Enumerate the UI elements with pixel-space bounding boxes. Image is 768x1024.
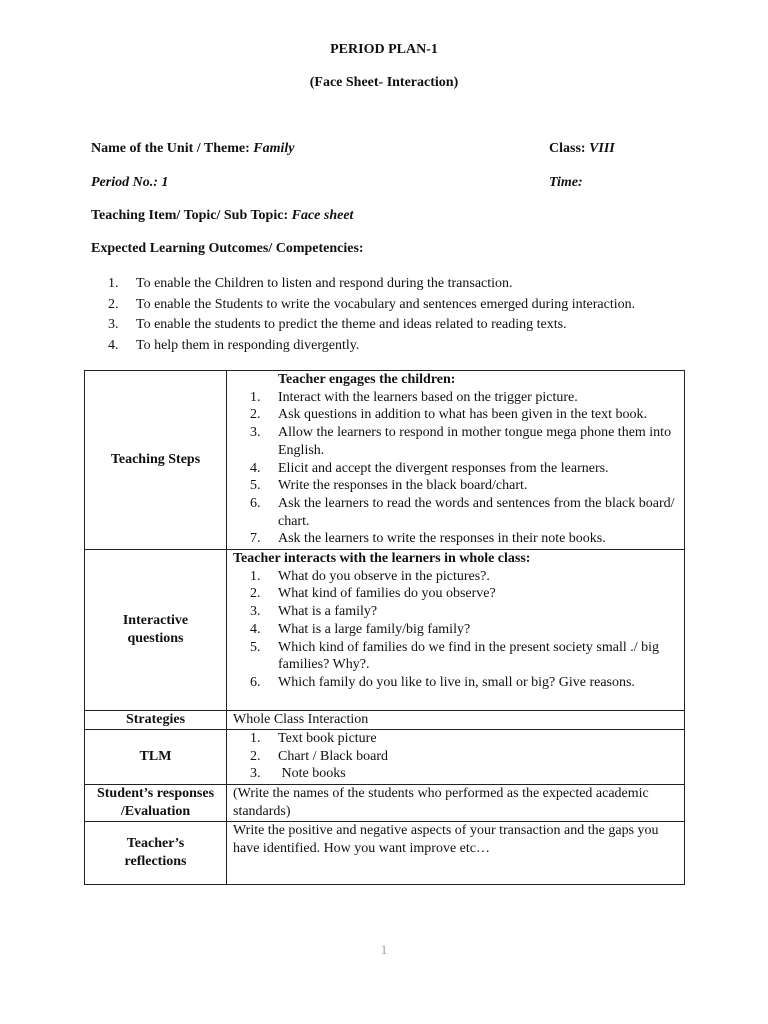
table-row-teaching-steps (85, 371, 684, 550)
tlm-item: 3. Note books (250, 766, 346, 782)
class-label: Class: (549, 141, 586, 156)
responses-text: (Write the names of the students who performed as the expected academic standards) (233, 786, 649, 819)
strategies-content-cell (227, 711, 684, 729)
strategies-label: Strategies (125, 712, 186, 727)
question-item: 6. Which family do you like to live in, small or big? Give reasons. (250, 674, 635, 690)
outcome-item: 2. To enable the Students to write the vocabulary and sentences emerged during interaction. (108, 296, 636, 312)
page-title: PERIOD PLAN-1 (330, 42, 438, 57)
responses-content-cell (227, 785, 684, 821)
reflections-label-line1: Teacher’s (126, 836, 185, 851)
interactive-questions-label-cell (85, 550, 227, 710)
period-value: 1 (161, 175, 169, 190)
question-item: 4. What is a large family/big family? (250, 621, 471, 637)
period-line (91, 175, 168, 191)
teaching-steps-label: Teaching Steps (110, 452, 201, 467)
teaching-step-item: 4. Elicit and accept the divergent responses from the learners. (250, 460, 609, 476)
tlm-content-cell (227, 730, 684, 784)
reflections-content-cell (227, 822, 684, 884)
topic-label: Teaching Item/ Topic/ Sub Topic: (91, 208, 289, 223)
teaching-step-item: 5. Write the responses in the black board/chart. (250, 478, 528, 494)
reflections-text: Write the positive and negative aspects of your transaction and the gaps you have identified. How you want improve etc… (233, 823, 659, 856)
interactive-questions-content-cell (227, 550, 684, 710)
period-label: Period No.: (91, 175, 158, 190)
class-line (549, 141, 615, 157)
outcome-item: 4. To help them in responding divergently. (108, 337, 360, 353)
table-row-teacher-reflections (85, 822, 684, 884)
outcomes-list (108, 276, 635, 358)
strategies-label-cell (85, 711, 227, 729)
unit-theme-value: Family (253, 141, 295, 156)
table-row-strategies (85, 711, 684, 730)
topic-value: Face sheet (291, 208, 354, 223)
reflections-label-cell (85, 822, 227, 884)
table-row-interactive-questions (85, 550, 684, 711)
outcome-item: 3. To enable the students to predict the theme and ideas related to reading texts. (108, 317, 567, 332)
unit-theme-line (91, 141, 295, 157)
page-number: 1 (380, 942, 388, 957)
question-item: 2. What kind of families do you observe? (250, 586, 496, 602)
outcomes-heading: Expected Learning Outcomes/ Competencies: (91, 241, 364, 256)
teaching-steps-heading: Teacher engages the children: (278, 372, 456, 387)
page-subtitle: (Face Sheet- Interaction) (309, 75, 459, 90)
teaching-steps-list (233, 389, 684, 548)
strategies-text: Whole Class Interaction (233, 712, 369, 727)
responses-label-line1: Student’s responses (96, 786, 215, 801)
teaching-step-item: 7. Ask the learners to write the responses in their note books. (250, 531, 606, 547)
interactive-questions-label-line2: questions (127, 631, 184, 646)
question-item: 5. Which kind of families do we find in the present society small ./ big families? Why?. (250, 639, 660, 673)
class-value: VIII (589, 141, 615, 156)
responses-label-cell (85, 785, 227, 821)
responses-label-line2: /Evaluation (120, 804, 191, 819)
tlm-item: 1. Text book picture (250, 731, 377, 746)
period-plan-table (84, 370, 685, 885)
tlm-label-cell (85, 730, 227, 784)
question-item: 3. What is a family? (250, 604, 378, 620)
teaching-step-item: 6. Ask the learners to read the words and sentences from the black board/ chart. (250, 495, 675, 529)
teaching-step-item: 1. Interact with the learners based on the trigger picture. (250, 389, 578, 405)
interactive-questions-list (233, 568, 684, 692)
time-label: Time: (549, 175, 583, 190)
time-line (549, 175, 583, 191)
teaching-steps-content-cell (227, 371, 684, 549)
teaching-step-item: 2. Ask questions in addition to what has been given in the text book. (250, 407, 648, 423)
topic-line (91, 208, 353, 224)
teaching-step-item: 3. Allow the learners to respond in mother tongue mega phone them into English. (250, 425, 672, 458)
interactive-questions-label-line1: Interactive (122, 613, 189, 628)
teaching-steps-label-cell (85, 371, 227, 549)
tlm-label: TLM (139, 749, 172, 764)
tlm-list (233, 730, 684, 783)
table-row-student-responses (85, 785, 684, 822)
outcome-item: 1. To enable the Children to listen and respond during the transaction. (108, 276, 513, 291)
table-row-tlm (85, 730, 684, 785)
tlm-item: 2. Chart / Black board (250, 748, 389, 764)
question-item: 1. What do you observe in the pictures?. (250, 568, 490, 584)
interactive-questions-heading: Teacher interacts with the learners in whole class: (233, 551, 531, 566)
unit-theme-label: Name of the Unit / Theme: (91, 141, 250, 156)
reflections-label-line2: reflections (124, 854, 187, 869)
